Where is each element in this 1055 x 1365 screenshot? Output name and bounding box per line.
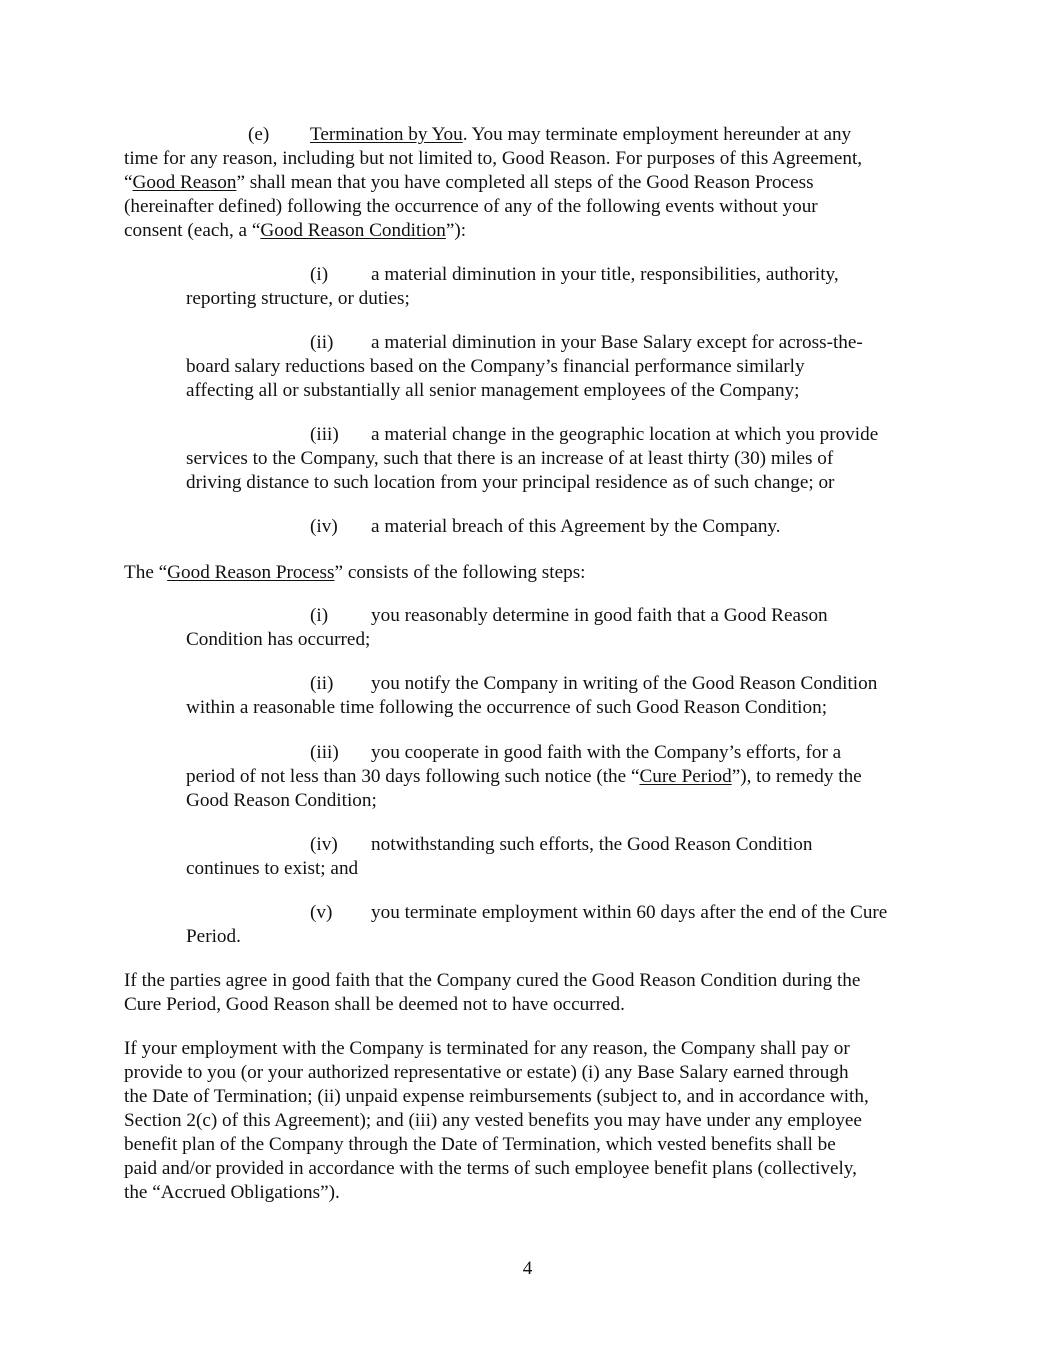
condition-label: (i) (310, 264, 329, 285)
step-item: (v) you terminate employment within 60 days after the end of the Cure Period. (186, 902, 888, 947)
condition-label: (iii) (310, 424, 339, 445)
good-reason-term: Good Reason (132, 172, 237, 193)
condition-item: (i) a material diminution in your title, responsibilities, authority, reporting structure, or duties; (186, 264, 839, 309)
section-e-line-2: time for any reason, including but not limited to, Good Reason. For purposes of this Agreement, (124, 148, 863, 169)
step-label: (ii) (310, 673, 334, 694)
condition-item: (iii) a material change in the geographic location at which you provide services to the Company, such that there is an increase of at least thirty (30) miles of driving distance to such location from your principal residence as of such change; or (186, 424, 879, 493)
section-e-paragraph (124, 123, 862, 243)
step-item: (iii) you cooperate in good faith with the Company’s efforts, for a period of not less than 30 days following such notice (the “Cure Period”), to remedy the Good Reason Condition; (186, 742, 862, 811)
condition-item: (ii) a material diminution in your Base Salary except for across-the- board salary reductions based on the Company’s financial performance similarly affecting all or substantially all senior management employees of the Company; (186, 332, 863, 401)
step-item: (i) you reasonably determine in good faith that a Good Reason Condition has occurred; (186, 605, 828, 650)
accrued-obligations-paragraph: If your employment with the Company is terminated for any reason, the Company shall pay or provide to you (or your authorized representative or estate) (i) any Base Salary earned through the Date of Termination; (ii) unpaid expense reimbursements (subject to, and in accordance with, Section 2(c) of this Agreement); and (iii) any vested benefits you may have under any employee benefit plan of the Company through the Date of Termination, which vested benefits shall be paid and/or provided in accordance with the terms of such employee benefit plans (collectively, the “Accrued Obligations”). (124, 1038, 869, 1203)
process-intro: The “Good Reason Process” consists of the following steps: (124, 562, 586, 583)
cure-paragraph: If the parties agree in good faith that the Company cured the Good Reason Condition during the Cure Period, Good Reason shall be deemed not to have occurred. (124, 970, 861, 1015)
condition-item: (iv) a material breach of this Agreement by the Company. (310, 516, 781, 537)
condition-label: (ii) (310, 332, 334, 353)
step-label: (iv) (310, 834, 338, 855)
condition-label: (iv) (310, 516, 338, 537)
step-item: (ii) you notify the Company in writing of the Good Reason Condition within a reasonable time following the occurrence of such Good Reason Condition; (186, 673, 878, 718)
page-number: 4 (522, 1258, 533, 1279)
step-item: (iv) notwithstanding such efforts, the Good Reason Condition continues to exist; and (186, 834, 813, 879)
section-e-line-1: (e) Termination by You. You may terminate employment hereunder at any (248, 124, 852, 145)
step-label: (iii) (310, 742, 339, 763)
step-label: (v) (310, 902, 333, 923)
section-e-label: (e) (248, 124, 270, 145)
section-e-line-4: (hereinafter defined) following the occurrence of any of the following events without your (124, 196, 818, 217)
good-reason-condition-term: Good Reason Condition (260, 220, 446, 241)
section-e-line-5: consent (each, a “Good Reason Condition”): (124, 220, 467, 241)
section-e-line-3: “Good Reason” shall mean that you have completed all steps of the Good Reason Process (124, 172, 814, 193)
section-e-heading: Termination by You (310, 124, 463, 145)
good-reason-process-term: Good Reason Process (167, 562, 335, 583)
step-label: (i) (310, 605, 329, 626)
cure-period-term: Cure Period (639, 766, 732, 787)
